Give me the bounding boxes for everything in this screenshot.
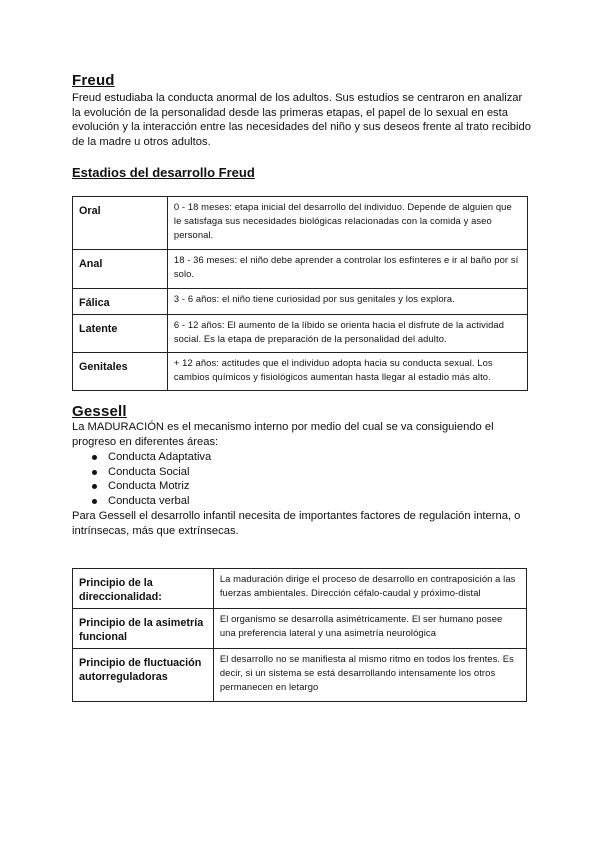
table-row — [73, 609, 527, 649]
principle-description-cell: La maduración dirige el proceso de desarrollo en contraposición a las fuerzas ambientales. Dirección céfalo-caudal y próximo-distal — [213, 569, 526, 609]
list-item: Conducta Adaptativa — [92, 450, 211, 465]
stage-description-cell: 0 - 18 meses: etapa inicial del desarrollo del individuo. Depende de alguien que le satisfaga sus necesidades biológicas relacionadas con la comida y aseo personal. — [167, 197, 527, 250]
stage-name-cell: Oral — [73, 197, 168, 250]
gessell-areas-list — [92, 450, 211, 508]
stage-description-cell: 3 - 6 años: el niño tiene curiosidad por sus genitales y los explora. — [167, 289, 527, 315]
principle-description-cell: El desarrollo no se manifiesta al mismo ritmo en todos los frentes. Es decir, si un sistema se está desarrollando intensamente los otros permanecen en letargo — [213, 649, 526, 702]
stage-description-cell: 18 - 36 meses: el niño debe aprender a controlar los esfínteres e ir al baño por sí solo. — [167, 250, 527, 289]
table-row — [73, 315, 528, 353]
table-row — [73, 353, 528, 391]
stage-name-cell: Fálica — [73, 289, 168, 315]
principle-name-cell: Principio de la direccionalidad: — [73, 569, 214, 609]
gessell-conclusion: Para Gessell el desarrollo infantil necesita de importantes factores de regulación interna, o intrínsecas, más que extrínsecas. — [72, 510, 521, 537]
table-row — [73, 250, 528, 289]
freud-heading: Freud — [72, 72, 115, 89]
stage-name-cell: Latente — [73, 315, 168, 353]
stage-description-cell: + 12 años: actitudes que el individuo adopta hacia su conducta sexual. Los cambios químicos y fisiológicos aumentan hasta llegar al estadio más alto. — [167, 353, 527, 391]
principle-name-cell: Principio de la asimetría funcional — [73, 609, 214, 649]
list-item: Conducta verbal — [92, 494, 211, 509]
principle-name-cell: Principio de fluctuación autorreguladoras — [73, 649, 214, 702]
gessell-heading: Gessell — [72, 403, 127, 420]
gessell-principles-table — [72, 568, 527, 702]
stage-description-cell: 6 - 12 años: El aumento de la líbido se orienta hacia el disfrute de la actividad social. Es la etapa de preparación de la personalidad del adulto. — [167, 315, 527, 353]
table-row — [73, 649, 527, 702]
table-row — [73, 569, 527, 609]
list-item: Conducta Social — [92, 465, 211, 480]
table-row — [73, 197, 528, 250]
freud-stages-heading: Estadios del desarrollo Freud — [72, 165, 255, 180]
stage-name-cell: Anal — [73, 250, 168, 289]
gessell-intro: La MADURACIÓN es el mecanismo interno por medio del cual se va consiguiendo el progreso en diferentes áreas: — [72, 421, 494, 448]
freud-stages-table — [72, 196, 528, 391]
principle-description-cell: El organismo se desarrolla asimétricamente. El ser humano posee una preferencia lateral y una asimetría neurológica — [213, 609, 526, 649]
stage-name-cell: Genitales — [73, 353, 168, 391]
table-row — [73, 289, 528, 315]
list-item: Conducta Motriz — [92, 479, 211, 494]
freud-intro: Freud estudiaba la conducta anormal de los adultos. Sus estudios se centraron en analizar la evolución de la personalidad desde las primeras etapas, el papel de lo sexual en esta evolución y la interacción entre las necesidades del niño y sus deseos frente al trato recibido de la madre u otros adultos. — [72, 92, 531, 148]
